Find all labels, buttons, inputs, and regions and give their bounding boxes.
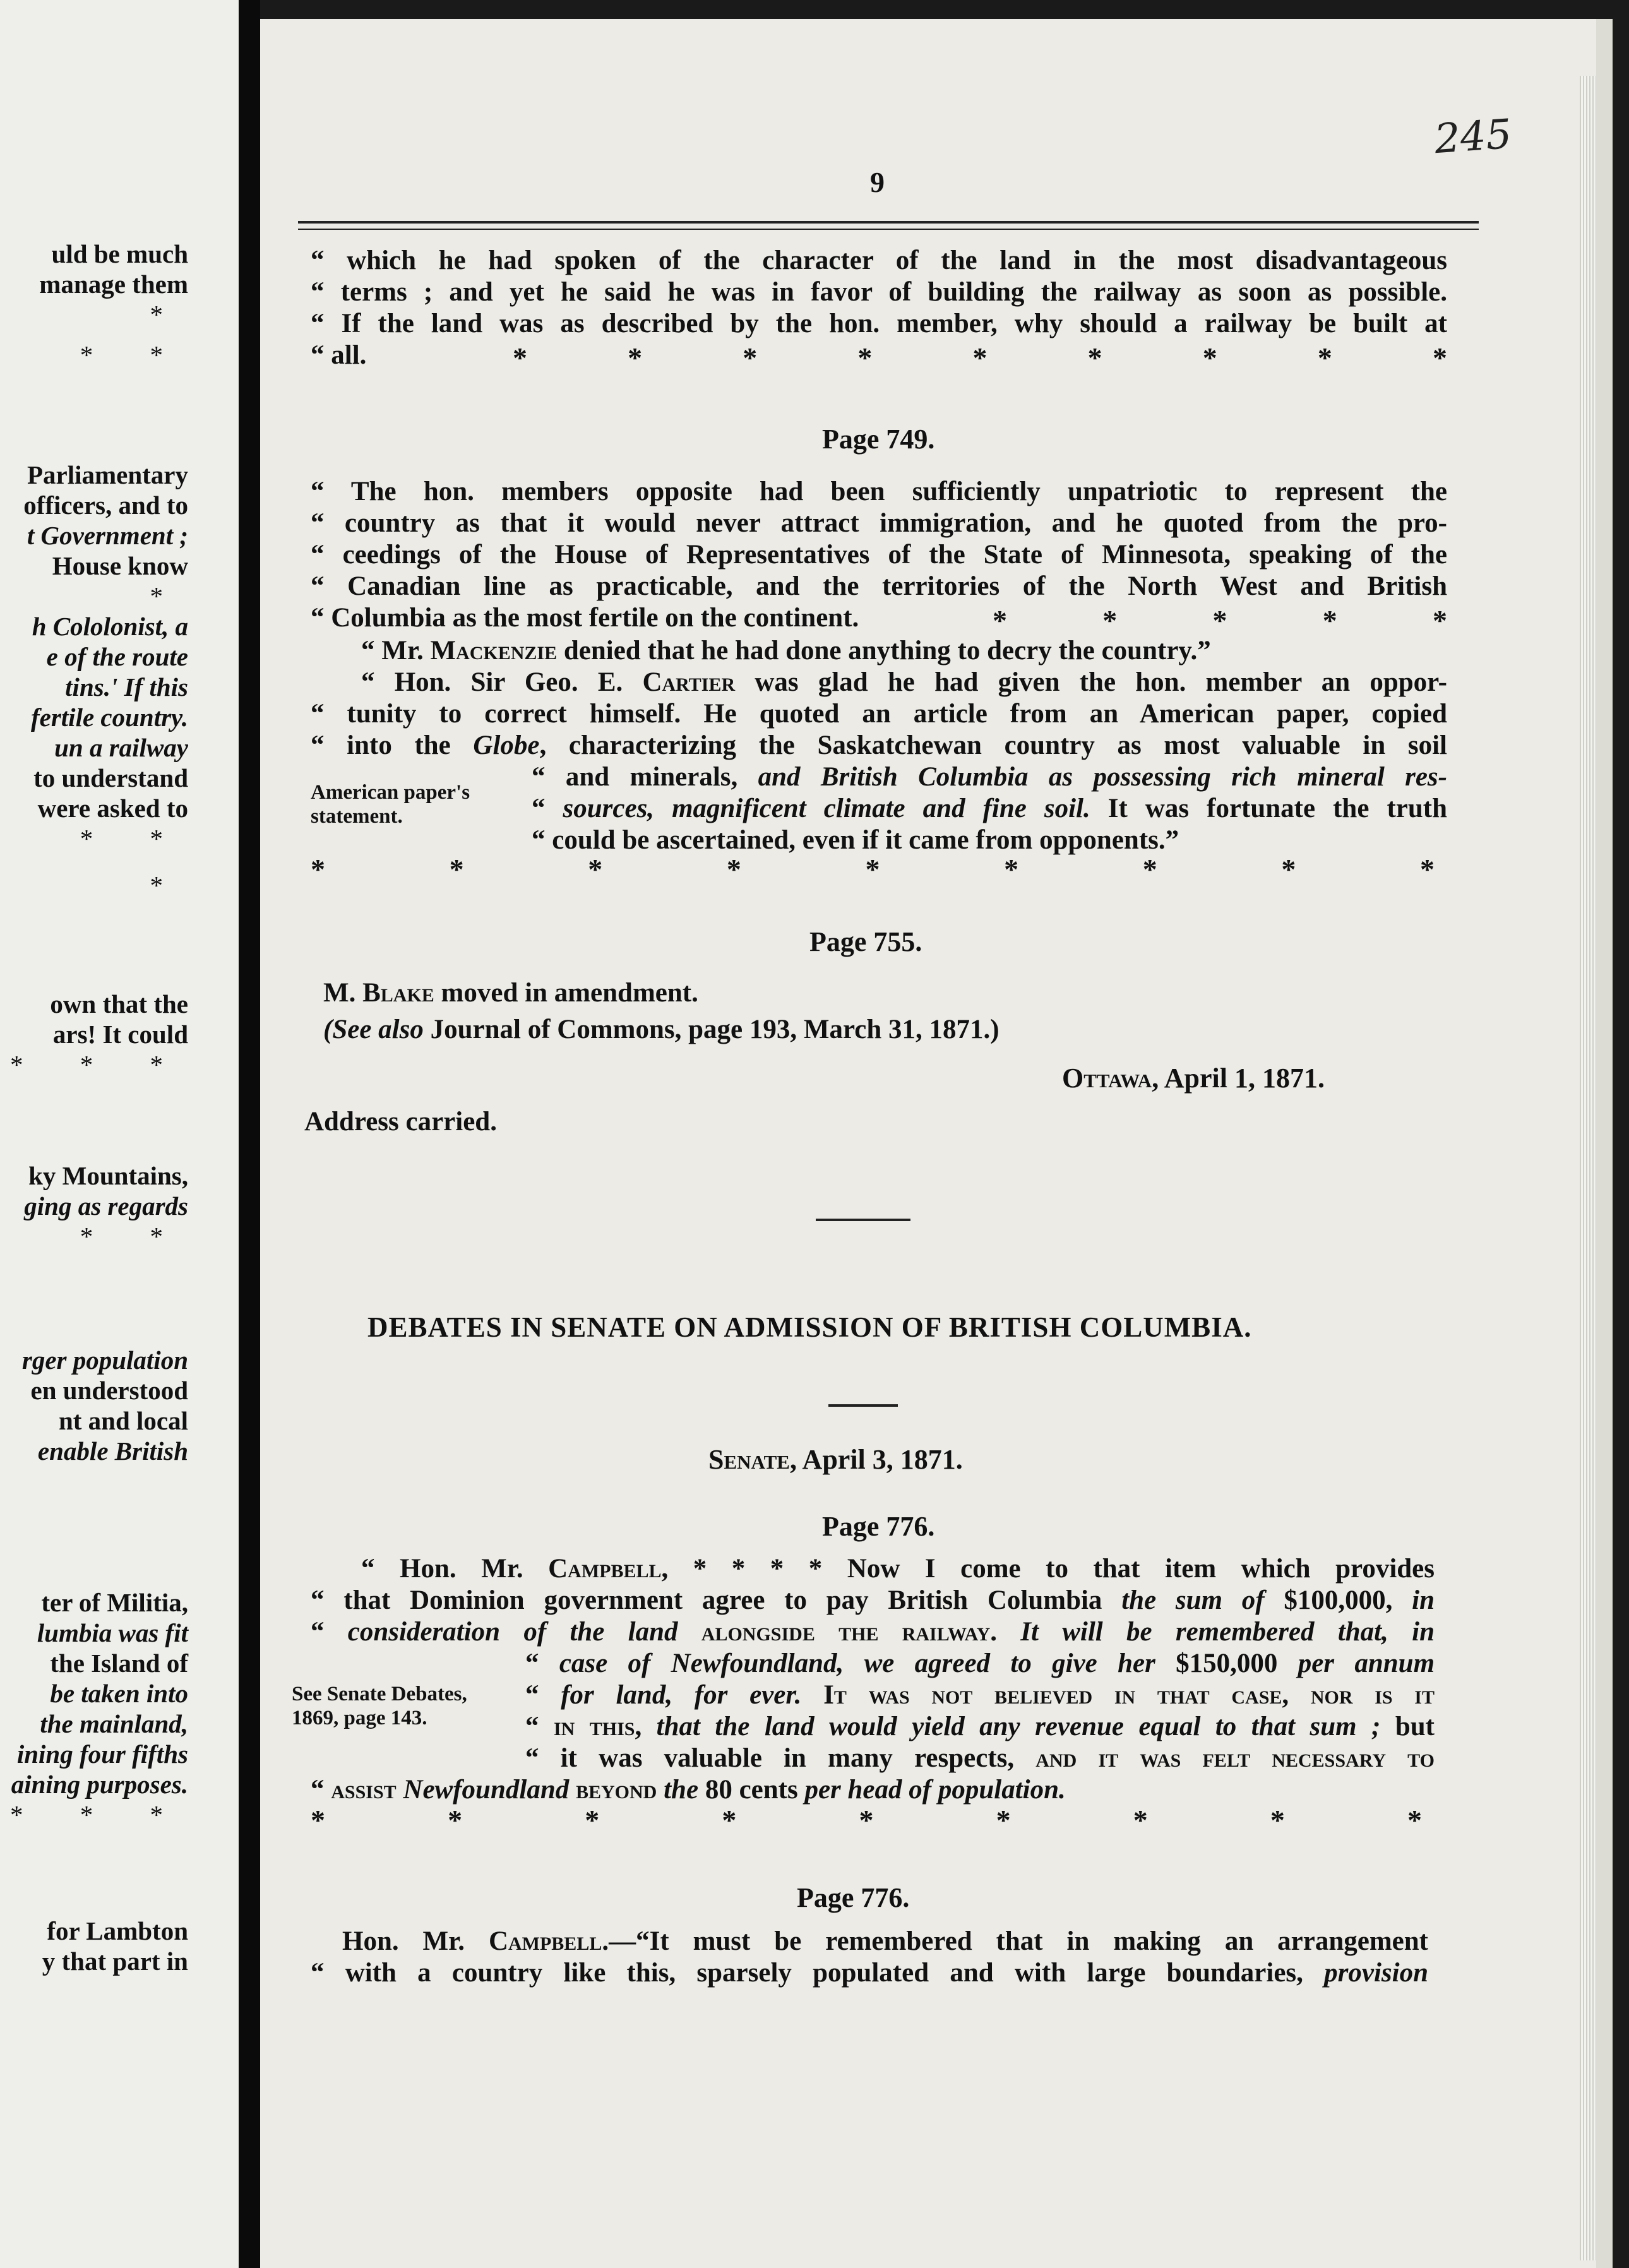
text-line xyxy=(311,1616,1435,1648)
left-page-text-line: nt and local xyxy=(58,1406,188,1435)
text-run: It will be remembered that, in xyxy=(997,1617,1435,1647)
left-page-text-line: aining purposes. xyxy=(11,1770,188,1799)
left-page-text-line: h Cololonist, a xyxy=(32,612,188,641)
text-run: , April 1, 1871. xyxy=(1152,1063,1325,1094)
text-line xyxy=(311,1585,1435,1616)
left-page-text-line: fertile country. xyxy=(30,703,188,732)
page-number: 9 xyxy=(870,166,885,198)
text-line xyxy=(342,1926,1428,1957)
text-run: in this, xyxy=(553,1712,642,1741)
text-run: provision xyxy=(1324,1958,1428,1988)
star: * xyxy=(722,1804,737,1836)
text-line xyxy=(323,1014,1397,1046)
header-rule-bottom xyxy=(298,229,1479,230)
text-run: (See also xyxy=(323,1015,424,1044)
text-line xyxy=(532,761,1447,793)
left-page-text-line: to understand xyxy=(33,763,188,792)
text-line xyxy=(525,1680,1435,1711)
left-page-text-line: own that the xyxy=(50,989,188,1018)
text-run: It was fortunate the truth xyxy=(1090,794,1447,823)
text-run: case of Newfoundland, we agreed to give her xyxy=(559,1649,1155,1678)
text-line: “ tunity to correct himself. He quoted an article from an American paper, copied xyxy=(311,699,1447,729)
text-run: for land, for ever. xyxy=(561,1680,802,1710)
text-run: assist xyxy=(331,1775,397,1805)
star: * xyxy=(972,342,988,374)
speaker-name: Cartier xyxy=(642,667,736,697)
ellipsis-stars: * xyxy=(150,300,188,329)
text-run: and British Columbia as possessing rich mineral res- xyxy=(758,762,1447,792)
text-run: “ and minerals, xyxy=(532,762,758,792)
text-run: but xyxy=(1380,1712,1435,1741)
left-page-text-line: ter of Militia, xyxy=(41,1588,188,1617)
text-line xyxy=(532,793,1447,825)
star: * xyxy=(1433,604,1447,636)
text-run: “ Hon. Sir Geo. E. xyxy=(361,667,643,697)
page-edges xyxy=(1580,76,1596,2260)
text-run: “ Mr. xyxy=(361,636,431,665)
star: * xyxy=(996,1804,1011,1836)
text-line: “ The hon. members opposite had been sufficiently unpatriotic to represent the xyxy=(311,477,1447,506)
section-heading: Page 776. xyxy=(822,1511,935,1542)
ellipsis-stars: * * * xyxy=(10,1050,188,1079)
header-rule-top xyxy=(298,221,1479,224)
handwritten-page-number: 245 xyxy=(1433,110,1513,164)
star: * xyxy=(1212,604,1227,636)
ellipsis-stars xyxy=(993,604,1447,637)
text-line xyxy=(311,730,1447,761)
section-title: DEBATES IN SENATE ON ADMISSION OF BRITISH COLUMBIA. xyxy=(367,1311,1252,1343)
text-run: beyond xyxy=(569,1775,657,1805)
left-page-text-line: ky Mountains, xyxy=(28,1161,188,1190)
section-heading: Page 776. xyxy=(797,1882,910,1913)
left-page-text-line: the Island of xyxy=(50,1649,188,1678)
text-run: and it was felt necessary to xyxy=(1035,1743,1435,1773)
text-line xyxy=(323,977,1397,1009)
separator-rule xyxy=(828,1404,898,1407)
text-line xyxy=(311,1774,1435,1806)
speaker-name: Mackenzie xyxy=(430,636,558,665)
left-page-text-line: tins.' If this xyxy=(65,672,188,701)
book-gutter xyxy=(239,0,260,2268)
star: * xyxy=(743,342,758,374)
left-page-text-line: e of the route xyxy=(46,642,188,671)
text-run: , April 3, 1871. xyxy=(789,1444,963,1475)
place-name: Senate xyxy=(708,1444,790,1475)
text-run: “ xyxy=(525,1712,554,1741)
margin-note: American paper's statement. xyxy=(311,781,470,828)
text-run: “ xyxy=(525,1680,561,1710)
text-run: consideration of the land xyxy=(347,1617,678,1647)
section-heading: Page 749. xyxy=(822,424,935,455)
text-run: sources, magnificent climate and fine soil. xyxy=(563,794,1090,823)
text-run: the xyxy=(657,1775,699,1805)
text-line: “ all. xyxy=(311,340,367,370)
text-line: “ ceedings of the House of Representatives of the State of Minnesota, speaking of the xyxy=(311,540,1447,570)
text-run: $150,000 xyxy=(1155,1649,1298,1678)
text-run: “ xyxy=(311,1617,348,1647)
text-run: “ Hon. Mr. xyxy=(361,1554,549,1584)
star: * xyxy=(1087,342,1102,374)
star: * xyxy=(1202,342,1217,374)
star: * xyxy=(311,853,325,885)
ellipsis-stars xyxy=(513,341,1447,374)
ellipsis-stars: * xyxy=(150,871,188,900)
left-page-text-line: the mainland, xyxy=(40,1709,188,1738)
text-run: “ xyxy=(525,1649,559,1678)
star: * xyxy=(993,604,1007,636)
text-line: “ Canadian line as practicable, and the territories of the North West and British xyxy=(311,571,1447,601)
text-run: moved in amendment. xyxy=(434,978,698,1008)
text-run: $100,000, xyxy=(1264,1585,1412,1615)
left-page-text-line: uld be much xyxy=(51,239,188,268)
star: * xyxy=(865,853,880,885)
speaker-name: Campbell xyxy=(548,1554,662,1584)
text-run: Journal of Commons, page 193, March 31, 1871.) xyxy=(423,1015,999,1044)
text-run: Hon. Mr. xyxy=(342,1926,489,1956)
star: * xyxy=(1433,342,1447,374)
left-page-text-line: were asked to xyxy=(37,794,188,823)
text-run: 80 cents xyxy=(698,1775,805,1805)
left-page-text-line: enable British xyxy=(37,1436,188,1465)
left-page-text-line: ging as regards xyxy=(24,1191,188,1221)
star: * xyxy=(1270,1804,1285,1836)
speaker-name: Blake xyxy=(362,978,434,1008)
text-line xyxy=(361,1553,1435,1585)
left-page-text-line: manage them xyxy=(39,270,188,299)
text-run: , * * * * Now I come to that item which provides xyxy=(661,1554,1435,1584)
text-line: “ country as that it would never attract immigration, and he quoted from the pro- xyxy=(311,508,1447,538)
star: * xyxy=(859,1804,874,1836)
margin-note: See Senate Debates, 1869, page 143. xyxy=(292,1683,467,1729)
star: * xyxy=(628,342,643,374)
star: * xyxy=(1317,342,1332,374)
text-run: the sum of xyxy=(1121,1585,1265,1615)
star: * xyxy=(857,342,873,374)
dateline xyxy=(1062,1062,1325,1094)
text-run: alongside the railway. xyxy=(677,1617,997,1647)
place-name: Ottawa xyxy=(1062,1063,1152,1094)
star: * xyxy=(1142,853,1157,885)
star: * xyxy=(726,853,741,885)
star: * xyxy=(588,853,603,885)
left-page-text-line: y that part in xyxy=(42,1947,188,1976)
left-page-text-line: Parliamentary xyxy=(27,460,188,489)
star: * xyxy=(1420,853,1435,885)
previous-page-strip xyxy=(0,0,239,2268)
left-page-text-line: ining four fifths xyxy=(16,1740,188,1769)
text-line xyxy=(525,1711,1435,1743)
left-page-text-line: be taken into xyxy=(50,1679,188,1708)
newspaper-title: Globe xyxy=(473,731,540,760)
text-run: per annum xyxy=(1298,1649,1435,1678)
text-line: “ could be ascertained, even if it came from opponents.” xyxy=(532,825,1179,855)
text-run: It was not believed in that case, nor is it xyxy=(801,1680,1435,1710)
ellipsis-stars: * * xyxy=(80,340,188,369)
star: * xyxy=(311,1804,325,1836)
text-run: in xyxy=(1412,1585,1435,1615)
left-page-text-line: for Lambton xyxy=(47,1916,188,1945)
ellipsis-stars xyxy=(311,852,1435,886)
star: * xyxy=(513,342,527,374)
star: * xyxy=(585,1804,600,1836)
left-page-text-line: t Government ; xyxy=(27,521,188,550)
text-run: that the land would yield any revenue equal to that sum ; xyxy=(641,1712,1381,1741)
star: * xyxy=(449,853,464,885)
left-page-text-line: un a railway xyxy=(54,733,188,762)
text-run: was glad he had given the hon. member an oppor- xyxy=(735,667,1447,697)
dateline xyxy=(708,1443,963,1476)
text-line: “ terms ; and yet he said he was in favor of building the railway as soon as possible. xyxy=(311,277,1447,307)
text-run: Newfoundland xyxy=(396,1775,570,1805)
left-page-text-line: rger population xyxy=(21,1346,188,1375)
text-run: .—“It must be remembered that in making an arrangement xyxy=(602,1926,1428,1956)
text-run: “ xyxy=(532,794,563,823)
text-run: “ that Dominion government agree to pay British Columbia xyxy=(311,1585,1122,1615)
star: * xyxy=(1133,1804,1148,1836)
separator-rule xyxy=(816,1219,910,1221)
text-run: “ xyxy=(311,1775,331,1805)
star: * xyxy=(448,1804,463,1836)
section-heading: Page 755. xyxy=(809,926,922,957)
ellipsis-stars: * xyxy=(150,582,188,611)
text-line: “ Columbia as the most fertile on the continent. xyxy=(311,603,859,633)
text-line xyxy=(525,1648,1435,1680)
text-line: Address carried. xyxy=(304,1107,497,1137)
text-line xyxy=(311,1957,1428,1989)
star: * xyxy=(1004,853,1019,885)
left-page-text-line: officers, and to xyxy=(23,491,188,520)
left-page-text-line: lumbia was fit xyxy=(37,1618,188,1647)
star: * xyxy=(1407,1804,1422,1836)
text-line xyxy=(361,667,1447,698)
text-line xyxy=(361,635,1447,667)
star: * xyxy=(1322,604,1337,636)
text-run: , characterizing the Saskatchewan country as most valuable in soil xyxy=(539,731,1447,760)
text-run: “ it was valuable in many respects, xyxy=(525,1743,1036,1773)
left-page-text-line: House know xyxy=(52,551,188,580)
text-line xyxy=(525,1743,1435,1774)
ellipsis-stars: * * xyxy=(80,1222,188,1251)
left-page-text-line: en understood xyxy=(30,1376,188,1405)
ellipsis-stars xyxy=(311,1803,1422,1837)
text-run: per head of population. xyxy=(804,1775,1066,1805)
text-line: “ which he had spoken of the character of the land in the most disadvantageous xyxy=(311,246,1447,275)
document-page xyxy=(260,19,1613,2268)
left-page-text-line: ars! It could xyxy=(52,1020,188,1049)
text-run: “ into the xyxy=(311,731,474,760)
text-run: denied that he had done anything to decry the country.” xyxy=(557,636,1211,665)
ellipsis-stars: * * * xyxy=(10,1800,188,1829)
text-run: M. xyxy=(323,978,363,1008)
ellipsis-stars: * * xyxy=(80,824,188,853)
star: * xyxy=(1102,604,1118,636)
speaker-name: Campbell xyxy=(488,1926,602,1956)
text-run: “ with a country like this, sparsely populated and with large boundaries, xyxy=(311,1958,1325,1988)
text-line: “ If the land was as described by the hon. member, why should a railway be built at xyxy=(311,309,1447,338)
star: * xyxy=(1281,853,1296,885)
